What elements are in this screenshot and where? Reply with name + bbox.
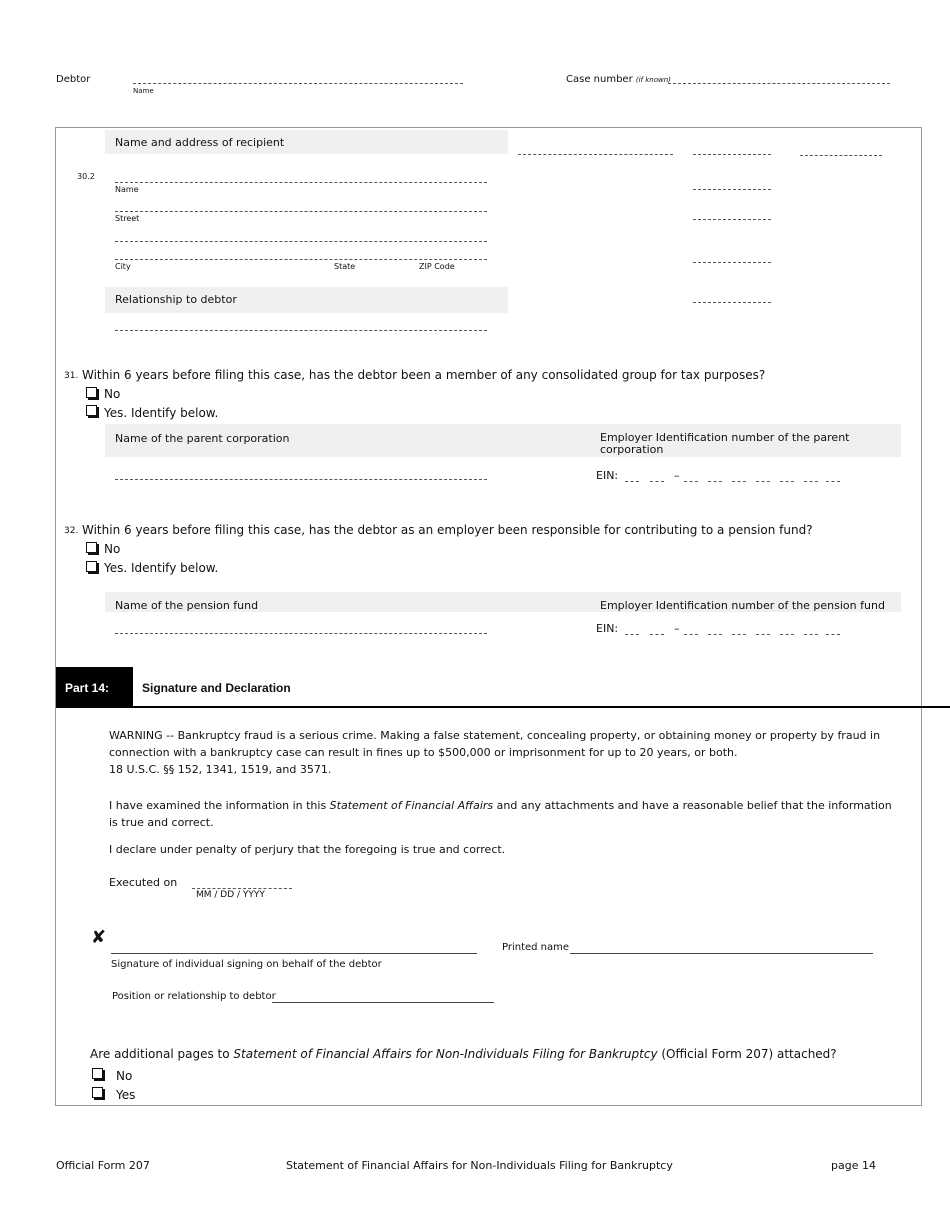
- q31-question: Within 6 years before filing this case, has the debtor been a member of any consolidated group for tax purposes?: [82, 368, 766, 382]
- footer-form: Official Form 207: [56, 1159, 150, 1172]
- q31-no-label: No: [104, 387, 121, 401]
- q31-ein-digit[interactable]: [625, 481, 639, 482]
- part14-title: Signature and Declaration: [142, 681, 291, 695]
- q32-ein-digit[interactable]: [804, 634, 818, 635]
- q31-ein-digit[interactable]: [708, 481, 722, 482]
- q31-ein-digit[interactable]: [756, 481, 770, 482]
- q31-parent-label: Name of the parent corporation: [115, 432, 290, 445]
- q32-ein-digit[interactable]: [780, 634, 794, 635]
- examined-line-2: is true and correct.: [109, 816, 214, 829]
- warning-line-2: connection with a bankruptcy case can result in fines up to $500,000 or imprisonment for up to 20 years, or both.: [109, 746, 738, 759]
- recipient-city-label: City: [115, 262, 131, 271]
- q32-ein-digit[interactable]: [756, 634, 770, 635]
- q31-ein-digit[interactable]: [732, 481, 746, 482]
- q31-ein-digit[interactable]: [650, 481, 664, 482]
- executed-date-field[interactable]: [192, 888, 292, 889]
- date-format-hint: MM / DD / YYYY: [196, 890, 265, 900]
- q31-ein-header: Employer Identification number of the parent corporation: [600, 431, 850, 456]
- debtor-label: Debtor: [56, 74, 91, 85]
- q31-number: 31.: [64, 371, 79, 381]
- recipient-field-a[interactable]: [518, 154, 673, 155]
- recipient-city-field[interactable]: [115, 259, 487, 260]
- q32-fund-label: Name of the pension fund: [115, 599, 259, 612]
- q32-yes-label: Yes. Identify below.: [104, 561, 219, 575]
- case-number-label: Case number (if known): [566, 74, 671, 85]
- q31-parent-field[interactable]: [115, 479, 487, 480]
- recipient-state-label: State: [334, 262, 356, 271]
- q31-yes-checkbox[interactable]: [86, 405, 97, 416]
- q32-fund-field[interactable]: [115, 633, 487, 634]
- recipient-name-field[interactable]: [115, 182, 487, 183]
- q31-no-checkbox[interactable]: [86, 387, 97, 398]
- relationship-field[interactable]: [115, 330, 487, 331]
- recipient-section-label: Name and address of recipient: [115, 136, 285, 149]
- amount-field-1[interactable]: [693, 189, 771, 190]
- amount-field-4[interactable]: [693, 302, 771, 303]
- q32-ein-label: EIN:: [596, 622, 619, 635]
- q32-ein-digit[interactable]: [826, 634, 840, 635]
- examined-line-1: I have examined the information in this Statement of Financial Affairs and any attachments and have a reasonable belief that the information: [109, 799, 892, 812]
- warning-line-1: WARNING -- Bankruptcy fraud is a serious crime. Making a false statement, concealing property, or obtaining money or property by fraud in: [109, 729, 881, 742]
- amount-field-2[interactable]: [693, 219, 771, 220]
- q31-ein-digit[interactable]: [780, 481, 794, 482]
- q32-ein-header: Employer Identification number of the pension fund: [600, 599, 885, 612]
- q32-question: Within 6 years before filing this case, has the debtor as an employer been responsible for contributing to a pension fund?: [82, 523, 813, 537]
- signature-field[interactable]: [111, 953, 477, 954]
- q32-yes-checkbox[interactable]: [86, 561, 97, 572]
- additional-yes-label: Yes: [116, 1088, 136, 1102]
- q32-number: 32.: [64, 526, 79, 536]
- additional-yes-checkbox[interactable]: [92, 1087, 103, 1098]
- q32-ein-digit[interactable]: [650, 634, 664, 635]
- recipient-zip-label: ZIP Code: [419, 262, 455, 271]
- warning-line-3: 18 U.S.C. §§ 152, 1341, 1519, and 3571.: [109, 763, 332, 776]
- part14-rule: [56, 706, 950, 708]
- part14-label: Part 14:: [65, 681, 110, 695]
- q32-ein-hyphen: –: [674, 622, 680, 635]
- q31-ein-digit[interactable]: [684, 481, 698, 482]
- q32-ein-digit[interactable]: [708, 634, 722, 635]
- footer-title: Statement of Financial Affairs for Non-Individuals Filing for Bankruptcy: [286, 1159, 673, 1172]
- q31-ein-digit[interactable]: [826, 481, 840, 482]
- printed-name-field[interactable]: [570, 953, 873, 954]
- debtor-name-sublabel: Name: [133, 87, 154, 95]
- recipient-field-b[interactable]: [693, 154, 771, 155]
- recipient-name-label: Name: [115, 185, 139, 194]
- signature-label: Signature of individual signing on behalf of the debtor: [111, 959, 382, 970]
- position-field[interactable]: [272, 1002, 494, 1003]
- signature-mark-icon: ✘: [91, 927, 107, 948]
- q31-yes-label: Yes. Identify below.: [104, 406, 219, 420]
- debtor-name-field[interactable]: [133, 83, 463, 84]
- q32-no-label: No: [104, 542, 121, 556]
- declare-text: I declare under penalty of perjury that the foregoing is true and correct.: [109, 843, 506, 856]
- q31-ein-label: EIN:: [596, 469, 619, 482]
- footer-page: page 14: [831, 1159, 876, 1172]
- additional-no-checkbox[interactable]: [92, 1068, 103, 1079]
- printed-name-label: Printed name: [502, 942, 570, 953]
- q32-ein-digit[interactable]: [684, 634, 698, 635]
- q32-ein-digit[interactable]: [625, 634, 639, 635]
- q32-ein-digit[interactable]: [732, 634, 746, 635]
- relationship-label: Relationship to debtor: [115, 293, 237, 306]
- additional-no-label: No: [116, 1069, 133, 1083]
- position-label: Position or relationship to debtor: [112, 991, 276, 1002]
- recipient-street2-field[interactable]: [115, 241, 487, 242]
- recipient-street-label: Street: [115, 214, 140, 223]
- line-number: 30.2: [77, 172, 95, 181]
- amount-field-3[interactable]: [693, 262, 771, 263]
- recipient-field-c[interactable]: [800, 155, 882, 156]
- additional-pages-question: Are additional pages to Statement of Financial Affairs for Non-Individuals Filing for Bankruptcy (Official Form 207) attached?: [90, 1047, 837, 1061]
- q32-no-checkbox[interactable]: [86, 542, 97, 553]
- executed-on-label: Executed on: [109, 876, 178, 889]
- case-number-field[interactable]: [668, 83, 890, 84]
- q31-ein-digit[interactable]: [804, 481, 818, 482]
- q31-ein-hyphen: –: [674, 469, 680, 482]
- recipient-street-field[interactable]: [115, 211, 487, 212]
